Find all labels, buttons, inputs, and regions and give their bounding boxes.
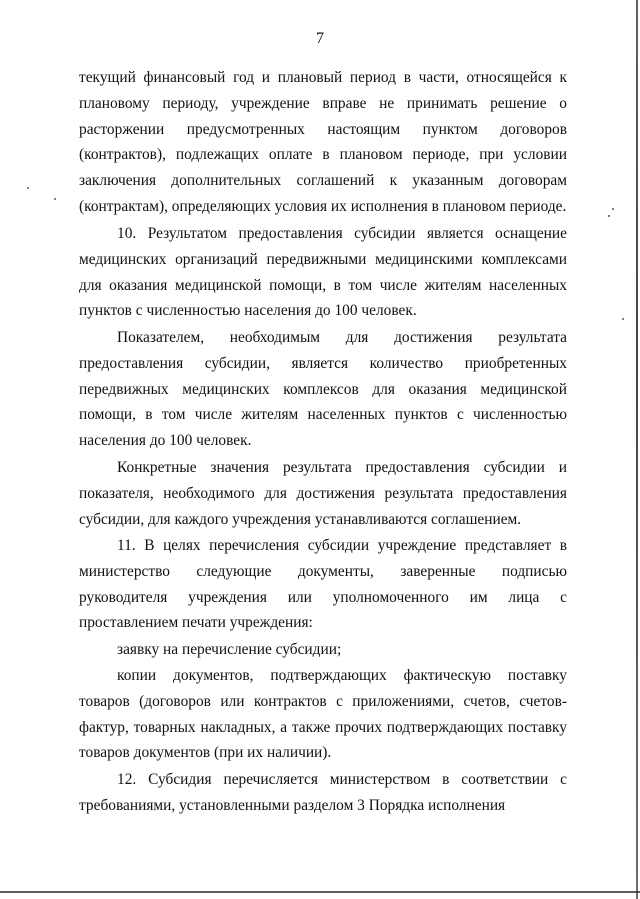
- paragraph-text: 10. Результатом предоставления субсидии является оснащение медицинских организаций передвижными медицинскими комплексами для оказания медицинской помощи, в том числе жителям населенных пунктов с численностью населения до 100 человек.: [79, 225, 567, 320]
- page-number: 7: [316, 30, 324, 47]
- scan-speck: [27, 187, 29, 189]
- paragraph-text: копии документов, подтверждающих фактическую поставку товаров (договоров или контрактов с приложениями, счетов, счетов-фактур, товарных накладных, а также прочих подтверждающих поставку товаров документов (при их наличии).: [79, 667, 567, 762]
- paragraph-text: Показателем, необходимым для достижения результата предоставления субсидии, является количество приобретенных передвижных медицинских комплексов для оказания медицинской помощи, в том числе жителям населенных пунктов с численностью населения до 100 человек.: [79, 329, 567, 450]
- paragraph-item-10: [79, 221, 567, 324]
- scan-speck: [622, 318, 624, 320]
- paragraph-continuation: [79, 65, 567, 220]
- paragraph-item-12: [79, 767, 567, 819]
- paragraph-copies: [79, 663, 567, 766]
- paragraph-item-11: [79, 533, 567, 636]
- scan-speck: [54, 198, 56, 200]
- scan-speck: [608, 215, 610, 217]
- scan-edge-shadow: [636, 0, 638, 899]
- paragraph-text: заявку на перечисление субсидии;: [117, 641, 342, 658]
- paragraph-indicator: [79, 325, 567, 454]
- paragraph-text: 11. В целях перечисления субсидии учреждение представляет в министерство следующие документы, заверенные подписью руководителя учреждения или уполномоченного им лица с проставлением печати учреждения:: [79, 537, 567, 632]
- paragraph-text: Конкретные значения результата предоставления субсидии и показателя, необходимого для достижения результата предоставления субсидии, для каждого учреждения устанавливаются соглашением.: [79, 459, 567, 528]
- scan-bottom-edge: [0, 891, 640, 893]
- scan-speck: [612, 208, 614, 210]
- paragraph-text: 12. Субсидия перечисляется министерством в соответствии с требованиями, установленными разделом 3 Порядка исполнения: [79, 771, 567, 814]
- paragraph-application: [79, 637, 567, 663]
- paragraph-values: [79, 455, 567, 532]
- paragraph-text: текущий финансовый год и плановый период в части, относящейся к плановому периоду, учреждение вправе не принимать решение о расторжении предусмотренных настоящим пунктом договоров (контрактов), подлежащих оплате в плановом периоде, при условии заключения дополнительных соглашений к указанным договорам (контрактам), определяющих условия их исполнения в плановом периоде.: [79, 69, 567, 215]
